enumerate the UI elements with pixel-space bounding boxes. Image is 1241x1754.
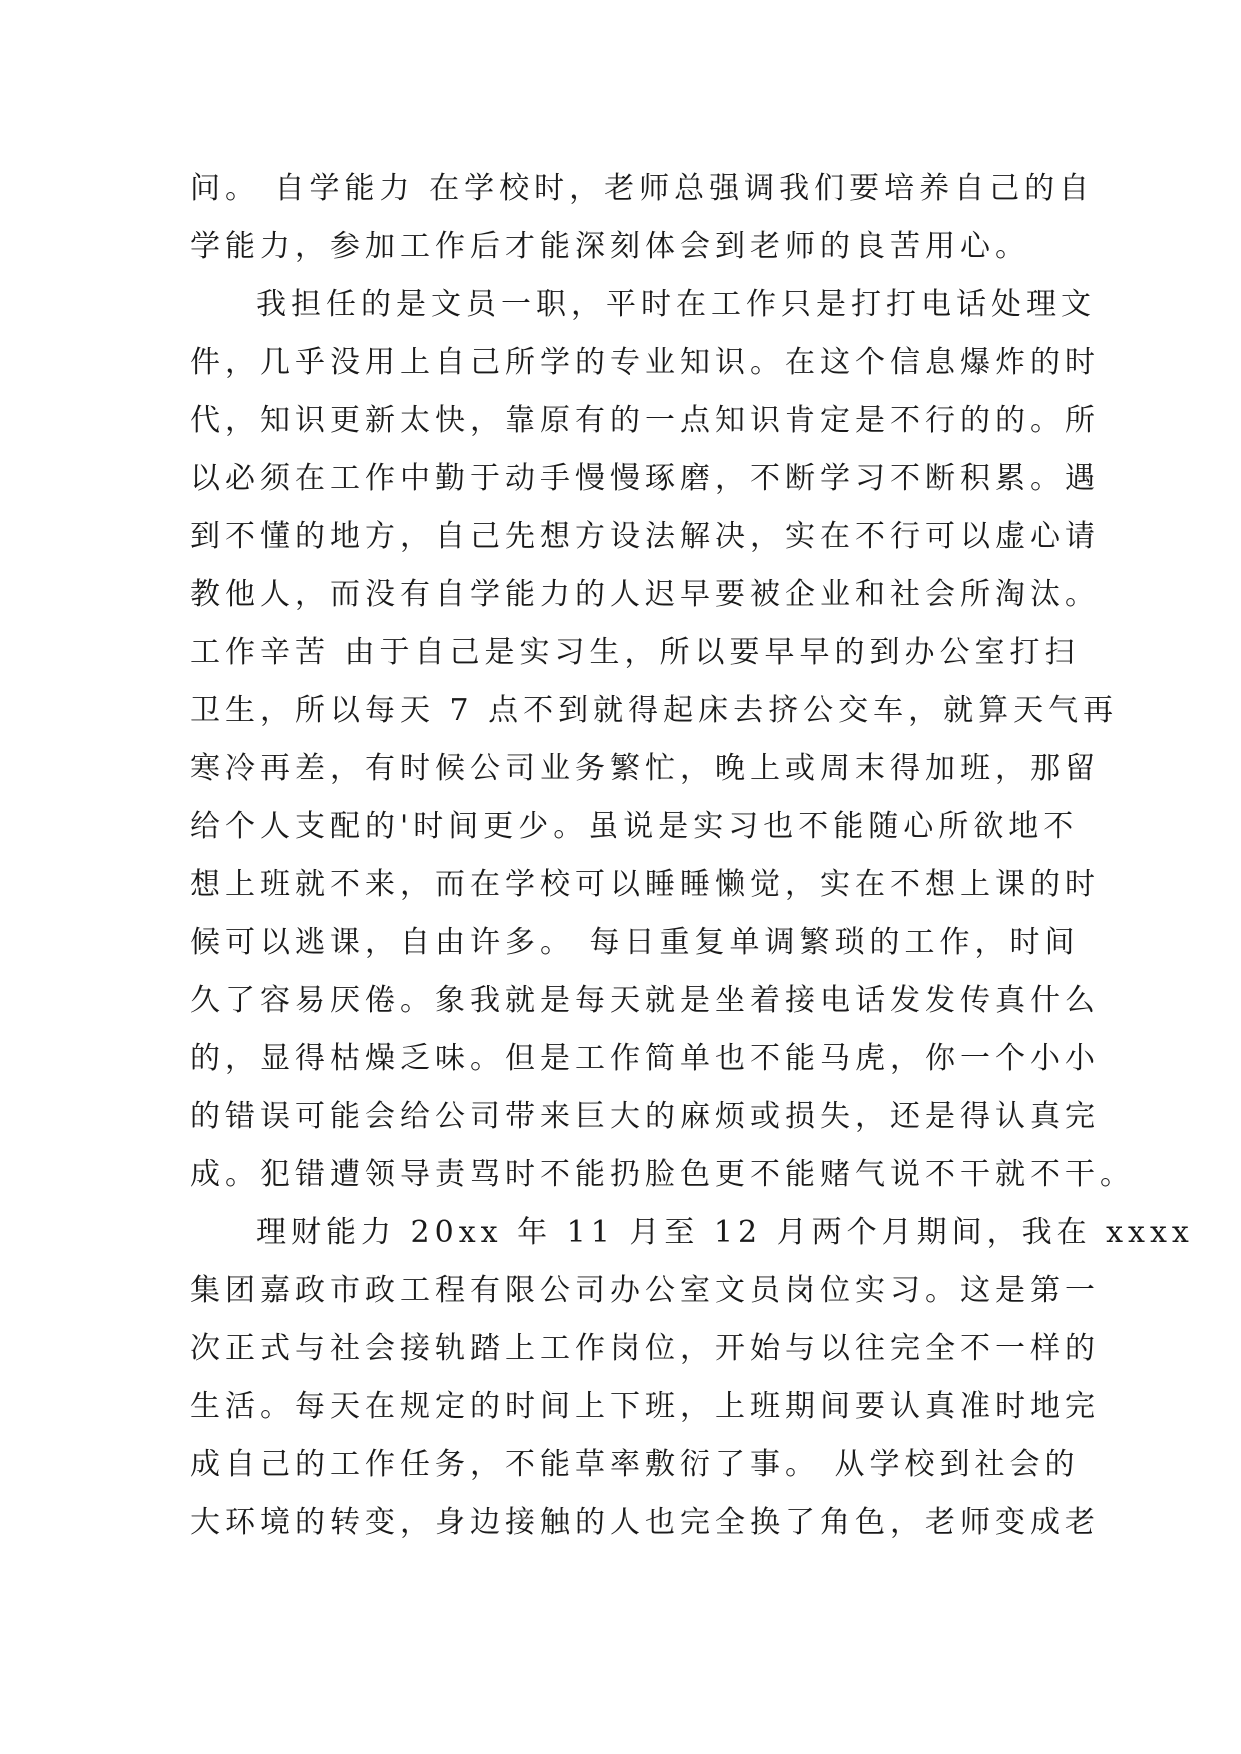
text-line: 学能力，参加工作后才能深刻体会到老师的良苦用心。: [190, 229, 1030, 264]
text-line: 大环境的转变，身边接触的人也完全换了角色，老师变成老: [190, 1505, 1100, 1540]
text-line: 寒冷再差，有时候公司业务繁忙，晚上或周末得加班，那留: [190, 751, 1100, 786]
body-text: [190, 160, 1194, 1552]
text-line: 问。 自学能力 在学校时，老师总强调我们要培养自己的自: [190, 171, 1095, 206]
text-line: 生活。每天在规定的时间上下班，上班期间要认真准时地完: [190, 1389, 1100, 1424]
text-line: 次正式与社会接轨踏上工作岗位，开始与以往完全不一样的: [190, 1331, 1100, 1366]
text-line: 成自己的工作任务，不能草率敷衍了事。 从学校到社会的: [190, 1447, 1080, 1482]
text-line: 成。犯错遭领导责骂时不能扔脸色更不能赌气说不干就不干。: [190, 1157, 1135, 1192]
text-line: 给个人支配的'时间更少。虽说是实习也不能随心所欲地不: [190, 809, 1079, 844]
text-line: 的错误可能会给公司带来巨大的麻烦或损失，还是得认真完: [190, 1099, 1100, 1134]
text-line: 件，几乎没用上自己所学的专业知识。在这个信息爆炸的时: [190, 345, 1100, 380]
text-line: 工作辛苦 由于自己是实习生，所以要早早的到办公室打扫: [190, 635, 1080, 670]
text-line: 久了容易厌倦。象我就是每天就是坐着接电话发发传真什么: [190, 983, 1100, 1018]
text-line: 候可以逃课，自由许多。 每日重复单调繁琐的工作，时间: [190, 925, 1080, 960]
text-line: 的，显得枯燥乏味。但是工作简单也不能马虎，你一个小小: [190, 1041, 1100, 1076]
paragraph-start-line: 理财能力 20xx 年 11 月至 12 月两个月期间，我在 xxxx: [256, 1215, 1194, 1250]
text-line: 教他人，而没有自学能力的人迟早要被企业和社会所淘汰。: [190, 577, 1100, 612]
paragraph-start-line: 我担任的是文员一职，平时在工作只是打打电话处理文: [256, 287, 1096, 322]
text-line: 集团嘉政市政工程有限公司办公室文员岗位实习。这是第一: [190, 1273, 1100, 1308]
text-line: 想上班就不来，而在学校可以睡睡懒觉，实在不想上课的时: [190, 867, 1100, 902]
text-line: 代，知识更新太快，靠原有的一点知识肯定是不行的的。所: [190, 403, 1100, 438]
text-line: 以必须在工作中勤于动手慢慢琢磨，不断学习不断积累。遇: [190, 461, 1100, 496]
text-line: 到不懂的地方，自己先想方设法解决，实在不行可以虚心请: [190, 519, 1100, 554]
text-line: 卫生，所以每天 7 点不到就得起床去挤公交车，就算天气再: [190, 693, 1119, 728]
